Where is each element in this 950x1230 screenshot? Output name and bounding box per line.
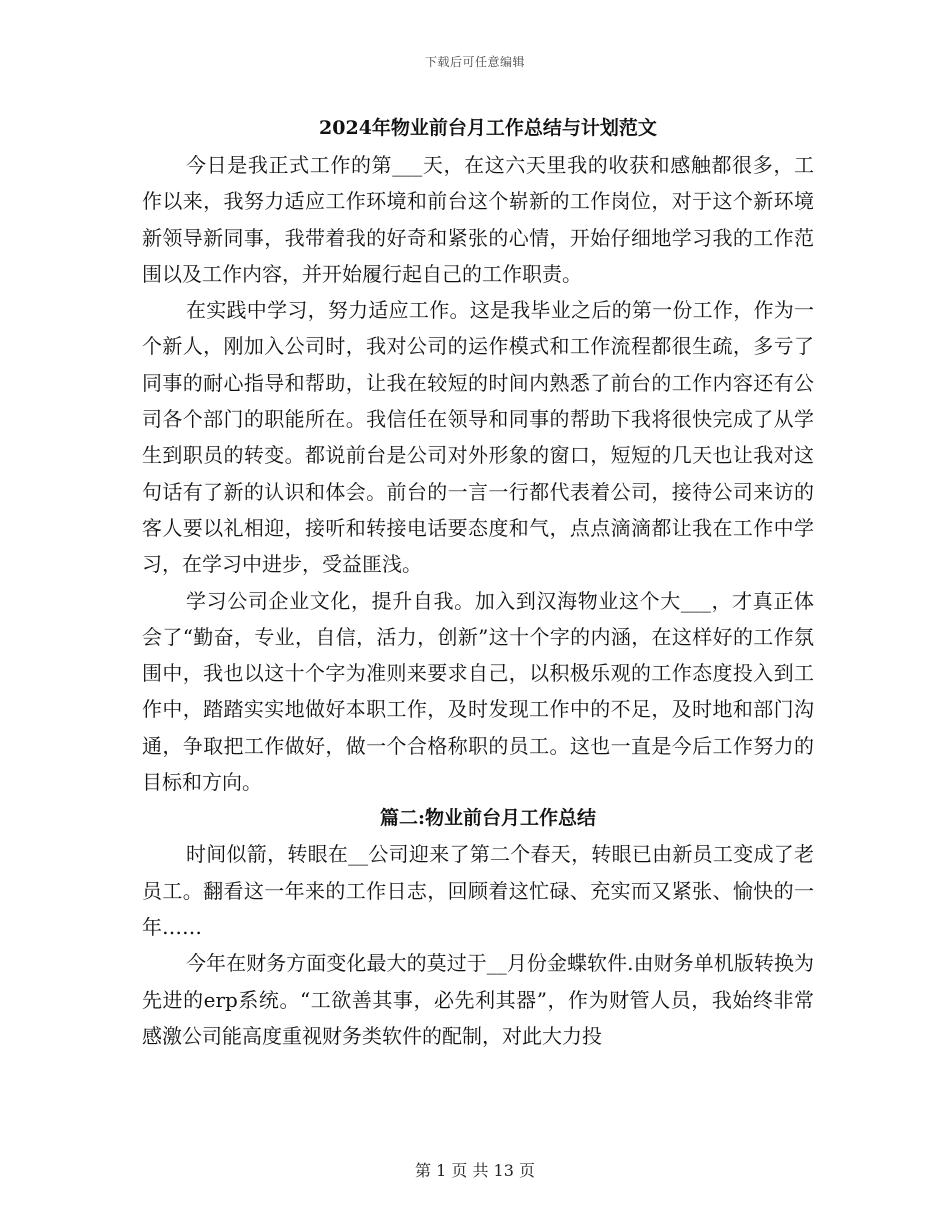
page-footer: 第 1 页 共 13 页 xyxy=(415,1161,535,1180)
document-body xyxy=(142,113,814,1054)
paragraph: 学习公司企业文化，提升自我。加入到汉海物业这个大___，才真正体会了“勤奋，专业，自信，活力，创新”这十个字的内涵，在这样好的工作氛围中，我也以这十个字为准则来要求自己，以积极乐观的工作态度投入到工作中，踏踏实实地做好本职工作，及时发现工作中的不足，及时地和部门沟通，争取把工作做好，做一个合格称职的员工。这也一直是今后工作努力的目标和方向。 xyxy=(142,588,814,795)
header-note: 下载后可任意编辑 xyxy=(424,55,525,69)
paragraph: 今日是我正式工作的第___天，在这六天里我的收获和感触都很多，工作以来，我努力适应工作环境和前台这个崭新的工作岗位，对于这个新环境新领导新同事，我带着我的好奇和紧张的心情，开始仔细地学习我的工作范围以及工作内容，并开始履行起自己的工作职责。 xyxy=(142,153,814,286)
paragraph: 时间似箭，转眼在__公司迎来了第二个春天，转眼已由新员工变成了老员工。翻看这一年来的工作日志，回顾着这忙碌、充实而又紧张、愉快的一年…… xyxy=(142,842,814,939)
paragraph: 在实践中学习，努力适应工作。这是我毕业之后的第一份工作，作为一个新人，刚加入公司时，我对公司的运作模式和工作流程都很生疏，多亏了同事的耐心指导和帮助，让我在较短的时间内熟悉了前台的工作内容还有公司各个部门的职能所在。我信任在领导和同事的帮助下我将很快完成了从学生到职员的转变。都说前台是公司对外形象的窗口，短短的几天也让我对这句话有了新的认识和体会。前台的一言一行都代表着公司，接待公司来访的客人要以礼相迎，接听和转接电话要态度和气，点点滴滴都让我在工作中学习，在学习中进步，受益匪浅。 xyxy=(142,298,814,577)
section-title: 篇二:物业前台月工作总结 xyxy=(379,807,596,830)
document-title: 2024年物业前台月工作总结与计划范文 xyxy=(319,117,657,139)
paragraph: 今年在财务方面变化最大的莫过于__月份金蝶软件.由财务单机版转换为先进的erp系统。“工欲善其事，必先利其器”，作为财管人员，我始终非常感激公司能高度重视财务类软件的配制，对此大力投 xyxy=(142,951,814,1048)
